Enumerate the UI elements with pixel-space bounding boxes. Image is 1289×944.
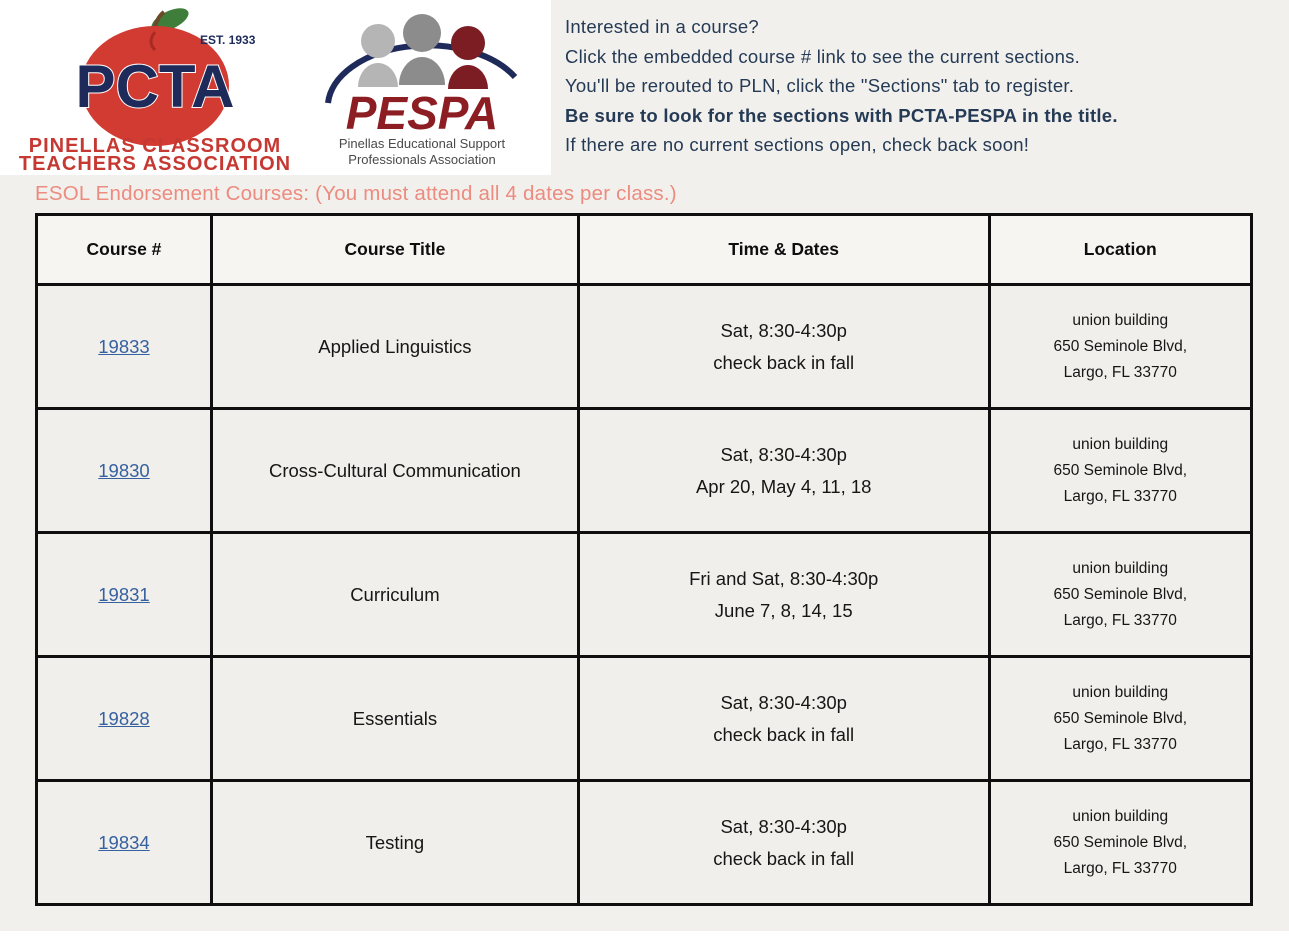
time-line-2: June 7, 8, 14, 15	[714, 599, 853, 621]
pespa-acronym: PESPA	[345, 86, 499, 139]
time-line-2: check back in fall	[713, 723, 855, 745]
location-line-1: union building	[1072, 435, 1169, 453]
intro-line-5: If there are no current sections open, check back soon!	[565, 134, 1030, 155]
pcta-est-text: EST. 1933	[200, 32, 256, 47]
location-line-1: union building	[1072, 807, 1169, 825]
intro-line-3: You'll be rerouted to PLN, click the "Sections" tab to register.	[565, 75, 1075, 96]
table-header-row	[37, 215, 1252, 285]
time-dates-cell	[578, 781, 989, 905]
pespa-logo	[310, 7, 535, 169]
location-line-3: Largo, FL 33770	[1063, 611, 1177, 629]
section-heading: ESOL Endorsement Courses: (You must attend all 4 dates per class.)	[35, 182, 677, 205]
course-number-cell	[37, 533, 212, 657]
course-title-cell: Curriculum	[211, 533, 578, 657]
intro-line-1: Interested in a course?	[565, 16, 759, 37]
intro-text-block	[565, 12, 1265, 160]
course-link[interactable]: 19834	[98, 831, 150, 853]
course-link[interactable]: 19831	[98, 583, 150, 605]
location-line-1: union building	[1072, 559, 1169, 577]
location-cell	[989, 533, 1251, 657]
location-line-2: 650 Seminole Blvd,	[1053, 709, 1188, 727]
pespa-caption-line1: Pinellas Educational Support	[338, 135, 506, 151]
header-location: Location	[989, 215, 1251, 285]
location-line-3: Largo, FL 33770	[1063, 859, 1177, 877]
time-dates-cell	[578, 409, 989, 533]
time-line-2: check back in fall	[713, 351, 855, 373]
course-number-cell	[37, 657, 212, 781]
location-line-3: Largo, FL 33770	[1063, 487, 1177, 505]
pcta-logo	[18, 4, 296, 172]
location-line-2: 650 Seminole Blvd,	[1053, 833, 1188, 851]
intro-line-2: Click the embedded course # link to see the current sections.	[565, 45, 1081, 67]
location-line-2: 650 Seminole Blvd,	[1053, 461, 1188, 479]
location-cell	[989, 409, 1251, 533]
time-line-1: Sat, 8:30-4:30p	[720, 319, 847, 341]
time-line-1: Sat, 8:30-4:30p	[720, 691, 847, 713]
course-link[interactable]: 19833	[98, 335, 150, 357]
location-line-1: union building	[1072, 683, 1169, 701]
time-line-1: Fri and Sat, 8:30-4:30p	[689, 567, 879, 589]
location-line-2: 650 Seminole Blvd,	[1053, 337, 1188, 355]
header-course-title: Course Title	[211, 215, 578, 285]
location-line-3: Largo, FL 33770	[1063, 735, 1177, 753]
header-course-number: Course #	[37, 215, 212, 285]
course-title-cell: Applied Linguistics	[211, 285, 578, 409]
time-line-2: check back in fall	[713, 847, 855, 869]
time-line-1: Sat, 8:30-4:30p	[720, 443, 847, 465]
location-cell	[989, 781, 1251, 905]
location-cell	[989, 657, 1251, 781]
course-title-cell: Testing	[211, 781, 578, 905]
course-title-cell: Cross-Cultural Communication	[211, 409, 578, 533]
table-row	[37, 657, 1252, 781]
course-link[interactable]: 19830	[98, 459, 150, 481]
location-cell	[989, 285, 1251, 409]
time-line-2: Apr 20, May 4, 11, 18	[695, 475, 872, 497]
course-link[interactable]: 19828	[98, 707, 150, 729]
location-line-3: Largo, FL 33770	[1063, 363, 1177, 381]
time-dates-cell	[578, 533, 989, 657]
time-dates-cell	[578, 657, 989, 781]
course-title-cell: Essentials	[211, 657, 578, 781]
logo-panel	[0, 0, 551, 175]
location-line-1: union building	[1072, 311, 1169, 329]
course-number-cell	[37, 409, 212, 533]
pespa-caption-line2: Professionals Association	[348, 151, 496, 167]
table-row	[37, 533, 1252, 657]
people-icon	[358, 14, 488, 89]
course-number-cell	[37, 781, 212, 905]
pcta-caption-line1: PINELLAS CLASSROOM	[28, 134, 282, 157]
location-line-2: 650 Seminole Blvd,	[1053, 585, 1188, 603]
time-line-1: Sat, 8:30-4:30p	[720, 815, 847, 837]
table-row	[37, 285, 1252, 409]
table-row	[37, 409, 1252, 533]
course-number-cell	[37, 285, 212, 409]
pcta-caption-line2: TEACHERS ASSOCIATION	[18, 152, 292, 172]
time-dates-cell	[578, 285, 989, 409]
footer-strip	[0, 931, 1289, 944]
pcta-acronym: PCTA	[75, 52, 235, 120]
courses-table	[35, 213, 1253, 906]
table-row	[37, 781, 1252, 905]
intro-line-4: Be sure to look for the sections with PCTA-PESPA in the title.	[565, 104, 1118, 126]
header-time-dates: Time & Dates	[578, 215, 989, 285]
